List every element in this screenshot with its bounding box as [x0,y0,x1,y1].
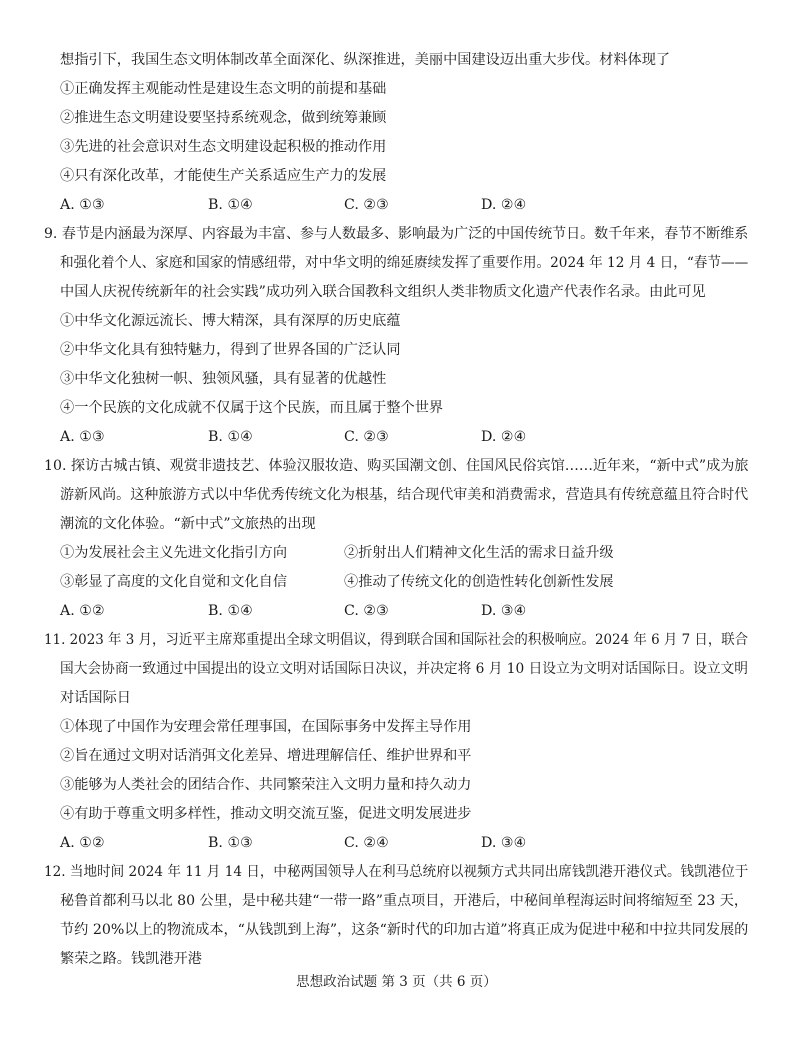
q10-item-2: ②折射出人们精神文化生活的需求日益升级 [344,545,614,561]
page-footer: 思想政治试题 第 3 页（共 6 页） [296,974,497,990]
q10-item-3: ③彰显了高度的文化自觉和文化自信 [60,574,288,590]
q10-option-b: B. ①④ [208,603,253,619]
q9-item-3: ③中华文化独树一帜、独领风骚，具有显著的优越性 [60,371,387,387]
q8-option-b: B. ①④ [208,197,253,213]
q9-option-b: B. ①④ [208,429,253,445]
q11-option-d: D. ③④ [481,835,527,851]
q9-option-a: A. ①③ [60,429,105,445]
q8-item-4: ④只有深化改革，才能使生产关系适应生产力的发展 [60,168,387,184]
q11-item-2: ②旨在通过文明对话消弭文化差异、增进理解信任、维护世界和平 [60,748,472,764]
q10-stem-line-1: 10. 探访古城古镇、观赏非遗技艺、体验汉服妆造、购买国潮文创、住国风民俗宾馆……近年来，“新中式”成为旅 [44,458,749,474]
q11-item-4: ④有助于尊重文明多样性，推动文明交流互鉴，促进文明发展进步 [60,806,472,822]
q11-option-a: A. ①② [60,835,105,851]
q8-option-c: C. ②③ [344,197,389,213]
q11-option-c: C. ②④ [344,835,389,851]
q9-item-4: ④一个民族的文化成就不仅属于这个民族，而且属于整个世界 [60,400,444,416]
q10-item-1: ①为发展社会主义先进文化指引方向 [60,545,288,561]
q10-item-4: ④推动了传统文化的创造性转化创新性发展 [344,574,614,590]
q9-option-d: D. ②④ [481,429,527,445]
q11-option-b: B. ①③ [208,835,253,851]
q11-stem-line-3: 对话国际日 [60,690,131,706]
q9-item-1: ①中华文化源远流长、博大精深，具有深厚的历史底蕴 [60,313,401,329]
q10-stem-line-3: 潮流的文化体验。“新中式”文旅热的出现 [60,516,316,532]
q9-stem-line-3: 中国人庆祝传统新年的社会实践”成功列入联合国教科文组织人类非物质文化遗产代表作名录。由此可见 [60,284,706,300]
q11-item-3: ③能够为人类社会的团结合作、共同繁荣注入文明力量和持久动力 [60,777,472,793]
q9-stem-line-2: 和强化着个人、家庭和国家的情感纽带，对中华文明的绵延赓续发挥了重要作用。2024 年 12 月 4 日，“春节—— [60,255,749,271]
q11-stem-line-1: 11. 2023 年 3 月，习近平主席郑重提出全球文明倡议，得到联合国和国际社会的积极响应。2024 年 6 月 7 日，联合 [44,632,749,648]
q8-option-a: A. ①③ [60,197,105,213]
q9-stem-line-1: 9. 春节是内涵最为深厚、内容最为丰富、参与人数最多、影响最为广泛的中国传统节日。数千年来，春节不断维系 [44,226,749,242]
q12-stem-line-3: 节约 20%以上的物流成本，“从钱凯到上海”，这条“新时代的印加古道”将真正成为促进中秘和中拉共同发展的 [60,922,749,938]
q10-option-d: D. ③④ [481,603,527,619]
q10-option-a: A. ①② [60,603,105,619]
q12-stem-line-2: 秘鲁首都利马以北 80 公里，是中秘共建“一带一路”重点项目，开港后，中秘间单程海运时间将缩短至 23 天， [60,893,748,909]
q8-item-2: ②推进生态文明建设要坚持系统观念，做到统筹兼顾 [60,110,387,126]
q8-stem-tail: 想指引下，我国生态文明体制改革全面深化、纵深推进，美丽中国建设迈出重大步伐。材料体现了 [60,52,671,68]
q9-item-2: ②中华文化具有独特魅力，得到了世界各国的广泛认同 [60,342,401,358]
q8-item-3: ③先进的社会意识对生态文明建设起积极的推动作用 [60,139,387,155]
q8-option-d: D. ②④ [481,197,527,213]
q12-stem-line-1: 12. 当地时间 2024 年 11 月 14 日，中秘两国领导人在利马总统府以视频方式共同出席钱凯港开港仪式。钱凯港位于 [44,864,749,880]
q12-stem-line-4: 繁荣之路。钱凯港开港 [60,951,202,967]
q11-item-1: ①体现了中国作为安理会常任理事国，在国际事务中发挥主导作用 [60,719,472,735]
q8-item-1: ①正确发挥主观能动性是建设生态文明的前提和基础 [60,81,387,97]
q11-stem-line-2: 国大会协商一致通过中国提出的设立文明对话国际日决议，并决定将 6 月 10 日设立为文明对话国际日。设立文明 [60,661,748,677]
q10-stem-line-2: 游新风尚。这种旅游方式以中华优秀传统文化为根基，结合现代审美和消费需求，营造具有传统意蕴且符合时代 [60,487,749,503]
q10-option-c: C. ②③ [344,603,389,619]
q9-option-c: C. ②③ [344,429,389,445]
